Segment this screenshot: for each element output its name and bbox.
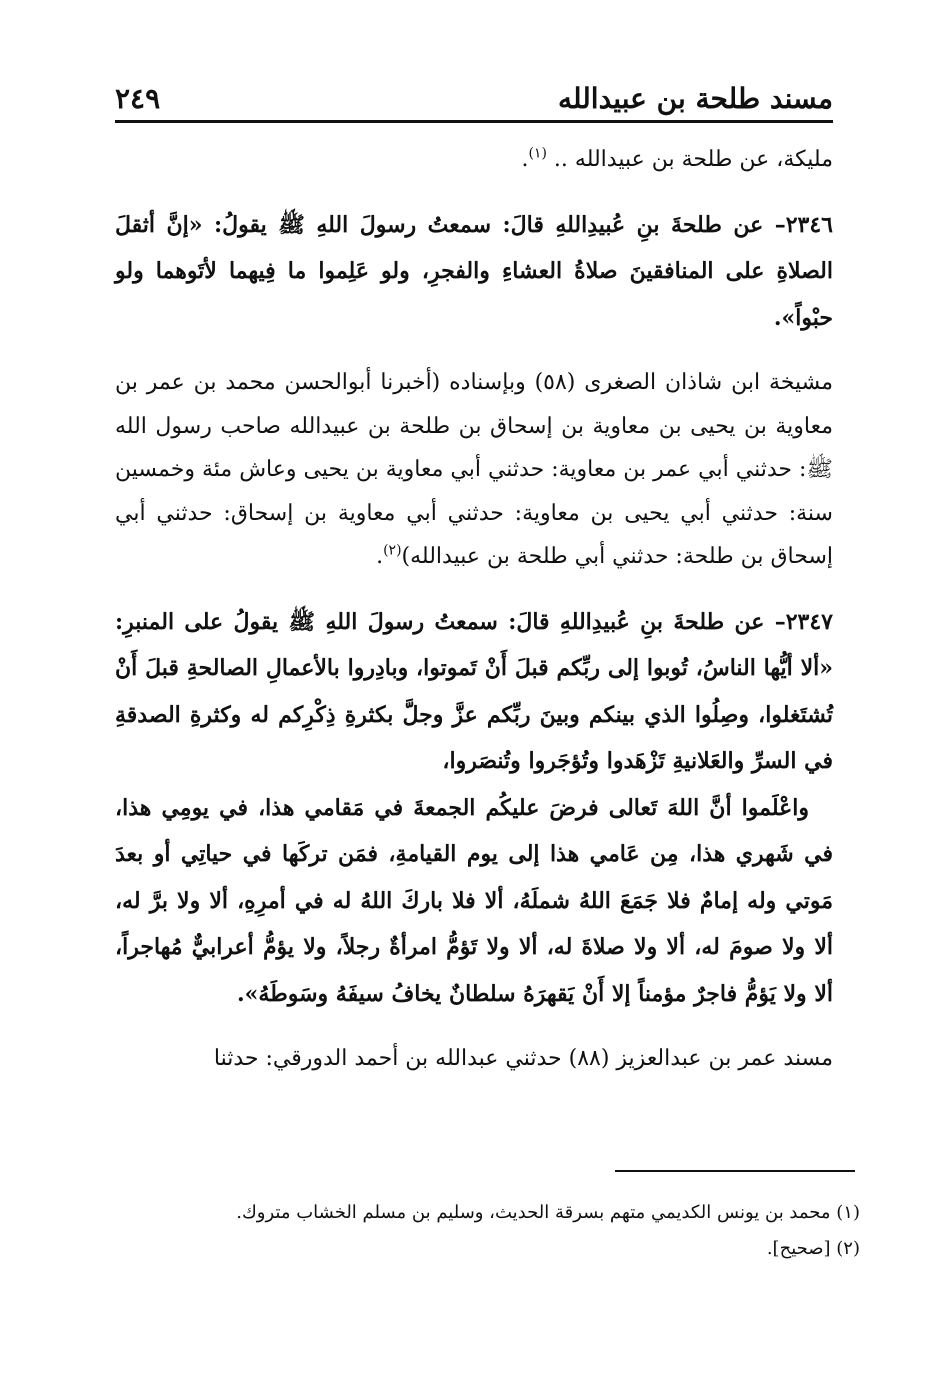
hadith-text: واعْلَموا أنَّ اللهَ تَعالى فرضَ عليكُم الجمعةَ في مَقامي هذا، في يومِي هذا، في شَهري هذا، مِن عَامي هذا إلى يوم القيامةِ، فمَن تركَها في حياتِي أو بعدَ مَوتي وله إمامٌ فلا جَمَعَ اللهُ شملَهُ، ألا فلا باركَ اللهُ له في أمرِهِ، ألا ولا برَّ له، ألا ولا صومَ له، ألا ولا صلاةَ له، ألا ولا تَؤمُّ امرأةٌ رجلاً، ولا يؤمُّ أعرابيٌّ مُهاجراً، ألا ولا يَؤمُّ فاجرٌ مؤمناً إلا أَنْ يَقهرَهُ سلطانٌ يخافُ سيفَهُ وسَوطَهُ». (115, 794, 833, 1007)
source-note-2 (115, 1037, 833, 1081)
footnote-1: (١) محمد بن يونس الكديمي متهم بسرقة الحديث، وسليم بن مسلم الخشاب متروك. (236, 1202, 860, 1223)
paragraph-tail: . (521, 147, 529, 172)
hadith-number: ٢٣٤٧ (785, 608, 833, 635)
paragraph-text: مليكة، عن طلحة بن عبيدالله .. (546, 147, 833, 172)
running-title: مسند طلحة بن عبيدالله (557, 82, 833, 115)
hadith-2347 (115, 599, 833, 785)
main-text (115, 138, 833, 1081)
paragraph-tail: . (376, 544, 384, 569)
header-rule (115, 120, 833, 123)
hadith-2346 (115, 202, 833, 342)
source-note-1 (115, 361, 833, 579)
footnote-ref: (١) (528, 145, 547, 162)
page-number: ٢٤٩ (115, 82, 161, 115)
page-header (115, 82, 833, 122)
paragraph-text: مشيخة ابن شاذان الصغرى (٥٨) وبإسناده (أخبرنا أبوالحسن محمد بن عمر بن معاوية بن يحيى بن معاوية بن إسحاق بن طلحة بن عبيدالله صاحب رسول الله ﷺ: حدثني أبي عمر بن معاوية: حدثني أبي معاوية بن يحيى وعاش مئة وخمسين سنة: حدثني أبي يحيى بن معاوية: حدثني أبي معاوية بن إسحاق: حدثني أبي إسحاق بن طلحة: حدثني أبي طلحة بن عبيدالله) (115, 370, 833, 569)
hadith-number: ٢٣٤٦ (785, 211, 833, 238)
footnote-ref: (٢) (383, 542, 402, 559)
paragraph-continuation (115, 138, 833, 182)
paragraph-text: مسند عمر بن عبدالعزيز (٨٨) حدثني عبدالله بن أحمد الدورقي: حدثنا (213, 1046, 833, 1071)
footnote-separator (615, 1170, 855, 1172)
footnote-2: (٢) [صحيح]. (766, 1238, 860, 1259)
footnotes (115, 1195, 860, 1267)
hadith-text: – عن طلحةَ بنِ عُبيدِاللهِ قالَ: سمعتُ رسولَ اللهِ ﷺ يقولُ: «إنَّ أثقلَ الصلاةِ على المنافقينَ صلاةُ العشاءِ والفجرِ، ولو عَلِموا ما فِيهما لأتَوهما ولو حبْواً». (115, 211, 833, 331)
hadith-text: – عن طلحةَ بنِ عُبيدِاللهِ قالَ: سمعتُ رسولَ اللهِ ﷺ يقولُ على المنبرِ: «ألا أيُّها الناسُ، تُوبوا إلى ربِّكم قبلَ أَنْ تَموتوا، وبادِروا بالأعمالِ الصالحةِ قبلَ أَنْ تُشتَغلوا، وصِلُوا الذي بينكم وبينَ ربِّكم عزَّ وجلَّ بكثرةِ ذِكْرِكم له وكثرةِ الصدقةِ في السرِّ والعَلانيةِ تَزْهَدوا وتُؤجَروا وتُنصَروا، (115, 608, 833, 774)
hadith-2347-continuation (115, 785, 833, 1018)
